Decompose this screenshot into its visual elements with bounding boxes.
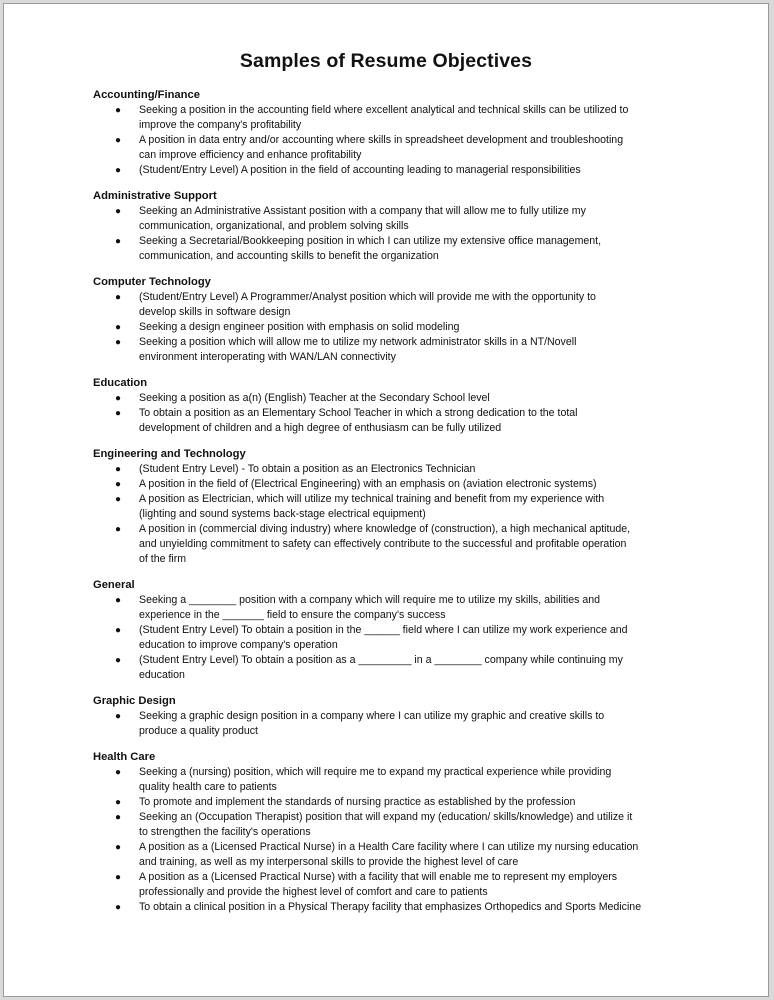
section-general [93, 578, 693, 683]
bullet-icon: ● [115, 236, 122, 247]
bullet-icon: ● [115, 105, 122, 116]
section-heading: Health Care [93, 751, 156, 763]
section-heading: Accounting/Finance [93, 89, 200, 101]
list-item [93, 477, 693, 492]
list-item [93, 765, 693, 795]
list-item [93, 623, 693, 653]
bullet-icon: ● [115, 711, 122, 722]
list-item-text: A position in the field of (Electrical Engineering) with an emphasis on (aviation electronic systems) [139, 478, 597, 490]
bullet-icon: ● [115, 655, 122, 666]
bullet-icon: ● [115, 872, 122, 883]
list-item-text: (Student Entry Level) - To obtain a position as an Electronics Technician [139, 463, 476, 475]
bullet-list [93, 593, 693, 683]
bullet-icon: ● [115, 797, 122, 808]
list-item-text: (Student/Entry Level) A position in the field of accounting leading to managerial responsibilities [139, 164, 581, 176]
list-item-text: A position in data entry and/or accounting where skills in spreadsheet development and troubleshooting can improve efficiency and enhance profitability [139, 134, 624, 161]
bullet-icon: ● [115, 842, 122, 853]
list-item [93, 900, 693, 915]
bullet-icon: ● [115, 408, 122, 419]
list-item-text: (Student/Entry Level) A Programmer/Analyst position which will provide me with the opportunity to develop skills in software design [139, 291, 596, 318]
list-item-text: Seeking an Administrative Assistant position with a company that will allow me to fully utilize my communication, organizational, and problem solving skills [139, 205, 586, 232]
list-item [93, 840, 693, 870]
bullet-icon: ● [115, 322, 122, 333]
list-item-text: Seeking a position as a(n) (English) Teacher at the Secondary School level [139, 392, 490, 404]
list-item [93, 133, 693, 163]
section-heading: Education [93, 377, 148, 389]
section-heading: Graphic Design [93, 695, 176, 707]
list-item-text: A position as a (Licensed Practical Nurse) with a facility that will enable me to represent my employers professionally and provide the highest level of comfort and care to patients [139, 871, 618, 898]
section-engineering-and-technology [93, 447, 693, 567]
bullet-icon: ● [115, 767, 122, 778]
list-item-text: A position as a (Licensed Practical Nurse) in a Health Care facility where I can utilize my nursing education and training, as well as my interpersonal skills to provide the highest level of care [139, 841, 639, 868]
bullet-icon: ● [115, 292, 122, 303]
list-item-text: Seeking a Secretarial/Bookkeeping position in which I can utilize my extensive office management, communication, and accounting skills to benefit the organization [139, 235, 602, 262]
list-item [93, 234, 693, 264]
bullet-icon: ● [115, 812, 122, 823]
section-education [93, 376, 693, 436]
list-item-text: Seeking a position in the accounting field where excellent analytical and technical skills can be utilized to improve the company's profitability [139, 104, 629, 131]
bullet-list [93, 290, 693, 365]
list-item-text: A position as Electrician, which will utilize my technical training and benefit from my experience with (lighting and sound systems back-stage electrical equipment) [139, 493, 605, 520]
list-item-text: To obtain a clinical position in a Physical Therapy facility that emphasizes Orthopedics and Sports Medicine [139, 901, 642, 913]
bullet-list [93, 204, 693, 264]
section-graphic-design [93, 694, 693, 739]
list-item [93, 522, 693, 567]
section-administrative-support [93, 189, 693, 264]
list-item-text: Seeking a position which will allow me to utilize my network administrator skills in a NT/Novell environment interoperating with WAN/LAN connectivity [139, 336, 577, 363]
list-item [93, 204, 693, 234]
list-item [93, 320, 693, 335]
list-item [93, 810, 693, 840]
bullet-icon: ● [115, 524, 122, 535]
list-item-text: Seeking a design engineer position with emphasis on solid modeling [139, 321, 460, 333]
bullet-icon: ● [115, 595, 122, 606]
list-item [93, 709, 693, 739]
section-heading: Engineering and Technology [93, 448, 246, 460]
list-item [93, 406, 693, 436]
list-item [93, 163, 693, 178]
list-item [93, 103, 693, 133]
list-item-text: To promote and implement the standards of nursing practice as established by the profession [139, 796, 576, 808]
section-heading: Administrative Support [93, 190, 217, 202]
bullet-icon: ● [115, 625, 122, 636]
page-title: Samples of Resume Objectives [239, 50, 533, 72]
list-item-text: Seeking a graphic design position in a company where I can utilize my graphic and creative skills to produce a quality product [139, 710, 605, 737]
objectives-list [93, 88, 693, 926]
bullet-icon: ● [115, 464, 122, 475]
list-item-text: (Student Entry Level) To obtain a position in the ______ field where I can utilize my work experience and education to improve company's operation [139, 624, 628, 651]
bullet-icon: ● [115, 165, 122, 176]
bullet-list [93, 462, 693, 567]
list-item [93, 492, 693, 522]
bullet-list [93, 103, 693, 178]
list-item [93, 653, 693, 683]
list-item [93, 795, 693, 810]
bullet-icon: ● [115, 135, 122, 146]
section-health-care [93, 750, 693, 915]
list-item-text: (Student Entry Level) To obtain a position as a _________ in a ________ company while continuing my education [139, 654, 623, 681]
list-item [93, 335, 693, 365]
list-item [93, 870, 693, 900]
bullet-list [93, 709, 693, 739]
list-item-text: Seeking an (Occupation Therapist) position that will expand my (education/ skills/knowledge) and utilize it to strengthen the facility's operations [139, 811, 633, 838]
bullet-icon: ● [115, 206, 122, 217]
bullet-icon: ● [115, 494, 122, 505]
list-item [93, 593, 693, 623]
bullet-icon: ● [115, 479, 122, 490]
section-accounting-finance [93, 88, 693, 178]
bullet-list [93, 765, 693, 915]
bullet-list [93, 391, 693, 436]
list-item [93, 462, 693, 477]
list-item-text: A position in (commercial diving industry) where knowledge of (construction), a high mechanical aptitude, and unyielding commitment to safety can effectively contribute to the successful and profitable operation of the firm [139, 523, 631, 565]
list-item-text: To obtain a position as an Elementary School Teacher in which a strong dedication to the total development of children and a high degree of enthusiasm can be fully utilized [139, 407, 578, 434]
list-item-text: Seeking a (nursing) position, which will require me to expand my practical experience while providing quality health care to patients [139, 766, 612, 793]
bullet-icon: ● [115, 393, 122, 404]
list-item [93, 391, 693, 406]
bullet-icon: ● [115, 337, 122, 348]
section-computer-technology [93, 275, 693, 365]
bullet-icon: ● [115, 902, 122, 913]
document-page [3, 3, 769, 997]
section-heading: General [93, 579, 135, 591]
list-item-text: Seeking a ________ position with a company which will require me to utilize my skills, abilities and experience in the _______ field to ensure the company's success [139, 594, 601, 621]
list-item [93, 290, 693, 320]
section-heading: Computer Technology [93, 276, 211, 288]
